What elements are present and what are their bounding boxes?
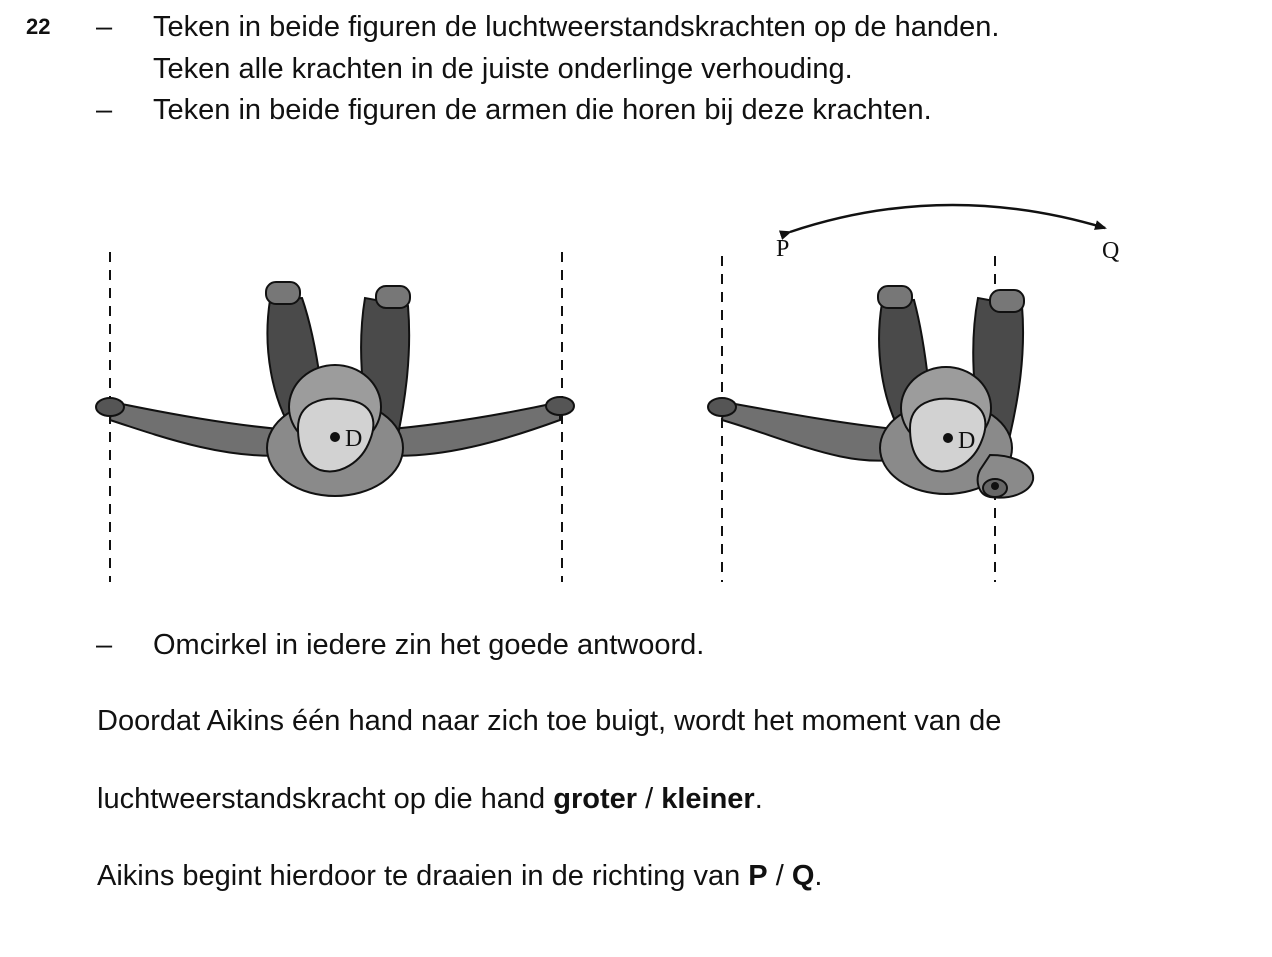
left-figure	[96, 252, 574, 582]
rotation-arrow	[790, 205, 1105, 232]
point-d-dot	[943, 433, 953, 443]
sentence-2	[97, 860, 822, 893]
left-foot	[266, 282, 300, 304]
right-foot	[990, 290, 1024, 312]
bent-hand-dot	[991, 482, 999, 490]
question-number: 22	[26, 14, 51, 39]
left-hand	[708, 398, 736, 416]
right-hand	[546, 397, 574, 415]
sentence-text: luchtweerstandskracht op die hand	[97, 783, 554, 815]
arrow-label-q: Q	[1102, 238, 1120, 264]
right-figure	[708, 205, 1119, 582]
left-arm	[110, 402, 290, 456]
sentence-1-line-1: Doordat Aikins één hand naar zich toe buigt, wordt het moment van de	[97, 705, 1002, 737]
instruction-text: Teken alle krachten in de juiste onderlinge verhouding.	[153, 53, 853, 85]
point-d-label: D	[345, 426, 363, 452]
right-foot	[376, 286, 410, 308]
sentence-end: .	[814, 860, 823, 892]
instruction-text: Omcirkel in iedere zin het goede antwoord.	[153, 629, 705, 661]
option-separator: /	[767, 860, 792, 892]
point-d-label: D	[958, 428, 976, 454]
sentence-end: .	[754, 783, 763, 815]
bullet-dash: –	[96, 629, 113, 661]
option-separator: /	[637, 783, 662, 815]
right-arm	[380, 402, 560, 456]
instruction-text: Teken in beide figuren de luchtweerstandskrachten op de handen.	[153, 11, 1000, 43]
sentence-1-line-2	[97, 783, 763, 816]
left-hand	[96, 398, 124, 416]
answer-option-p[interactable]: P	[748, 860, 768, 892]
arrow-label-p: P	[776, 236, 790, 262]
skydiver-figures	[0, 190, 1272, 590]
bullet-dash: –	[96, 11, 113, 43]
answer-option-groter[interactable]: groter	[553, 783, 638, 815]
instruction-text: Teken in beide figuren de armen die horen bij deze krachten.	[153, 94, 932, 126]
answer-option-kleiner[interactable]: kleiner	[661, 783, 755, 815]
sentence-text: Aikins begint hierdoor te draaien in de richting van	[97, 860, 749, 892]
left-foot	[878, 286, 912, 308]
answer-option-q[interactable]: Q	[791, 860, 815, 892]
left-arm	[722, 402, 905, 461]
bullet-dash: –	[96, 94, 113, 126]
point-d-dot	[330, 432, 340, 442]
